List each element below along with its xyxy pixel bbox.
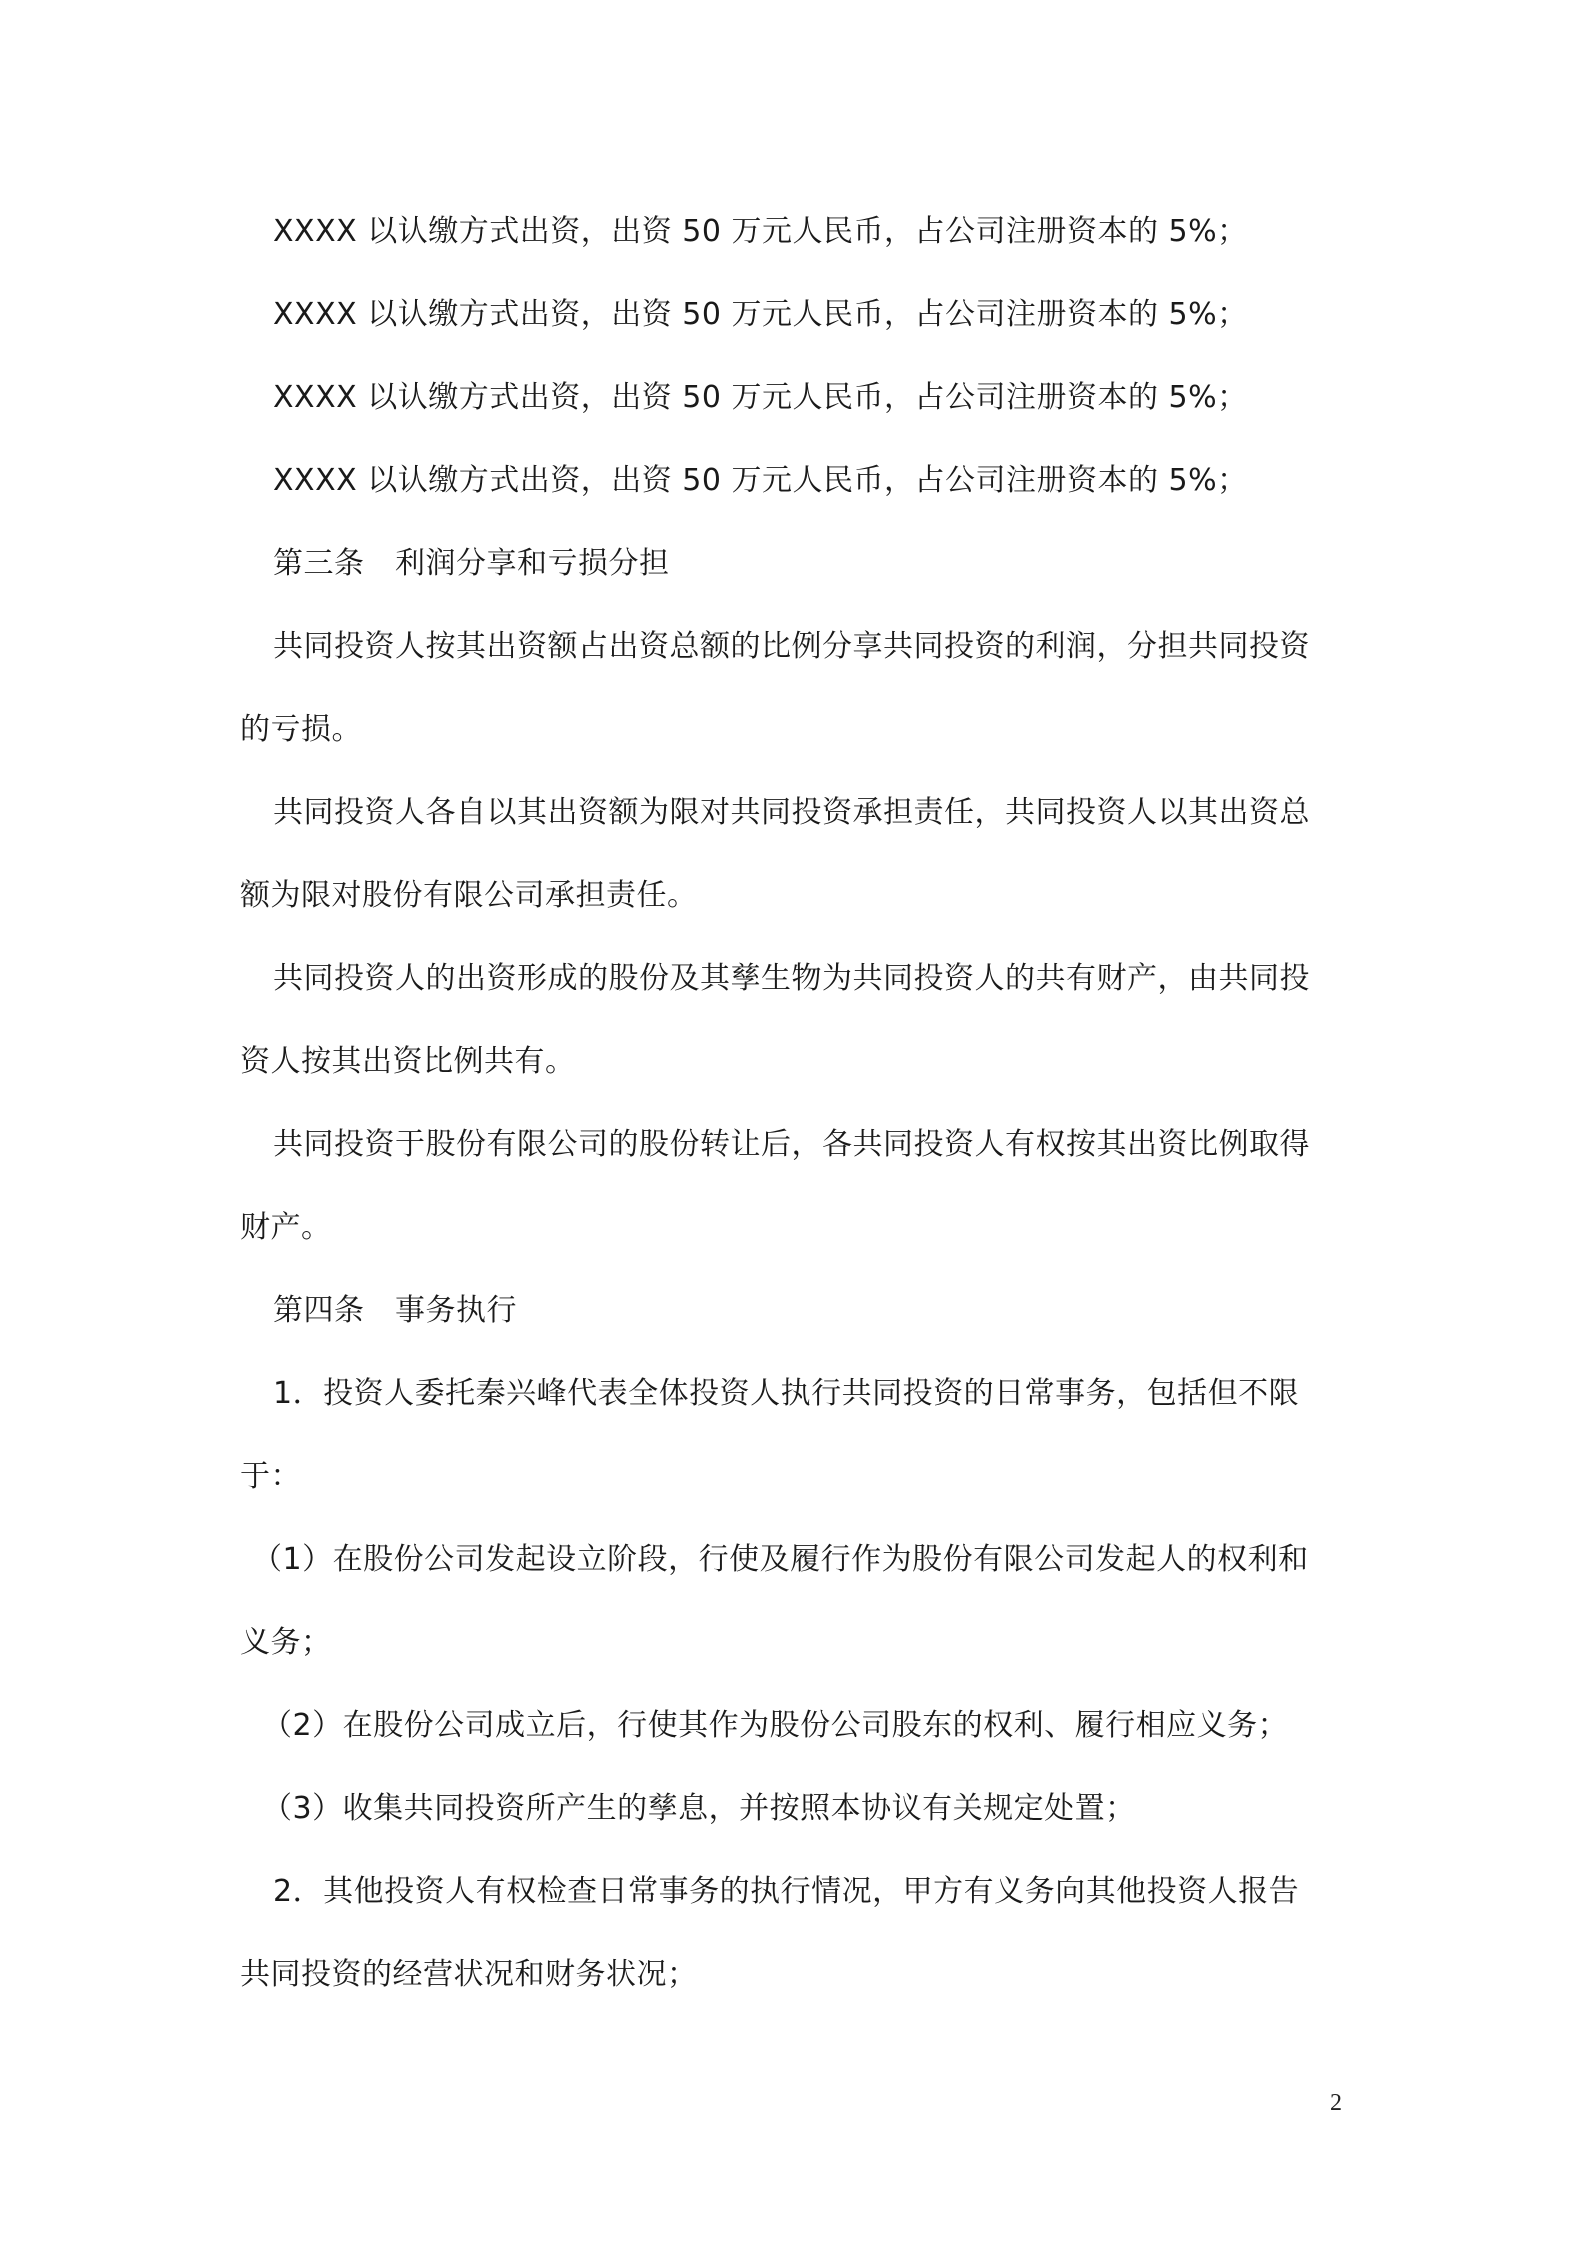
sub-item-line: （1）在股份公司发起设立阶段，行使及履行作为股份有限公司发起人的权利和 [252, 1542, 1309, 1577]
paragraph-line: 的亏损。 [240, 712, 362, 747]
sub-item-line: （2）在股份公司成立后，行使其作为股份公司股东的权利、履行相应义务； [262, 1708, 1289, 1743]
sub-item-line: （3）收集共同投资所产生的孳息，并按照本协议有关规定处置； [262, 1791, 1136, 1826]
page-number: 2 [1330, 2090, 1342, 2116]
sub-item-line: 义务； [240, 1625, 332, 1660]
contribution-line-4: XXXX 以认缴方式出资，出资 50 万元人民币，占公司注册资本的 5%； [273, 463, 1248, 498]
list-item-line: 共同投资的经营状况和财务状况； [240, 1957, 698, 1992]
contribution-line-2: XXXX 以认缴方式出资，出资 50 万元人民币，占公司注册资本的 5%； [273, 297, 1248, 332]
paragraph-line: 共同投资人各自以其出资额为限对共同投资承担责任，共同投资人以其出资总 [273, 795, 1310, 830]
paragraph-line: 额为限对股份有限公司承担责任。 [240, 878, 698, 913]
paragraph-line: 共同投资人按其出资额占出资总额的比例分享共同投资的利润，分担共同投资 [273, 629, 1310, 664]
list-item-line: 2．其他投资人有权检查日常事务的执行情况，甲方有义务向其他投资人报告 [273, 1874, 1300, 1909]
paragraph-line: 资人按其出资比例共有。 [240, 1044, 576, 1079]
paragraph-line: 财产。 [240, 1210, 332, 1245]
article-4-heading: 第四条 事务执行 [273, 1293, 517, 1328]
paragraph-line: 共同投资人的出资形成的股份及其孳生物为共同投资人的共有财产，由共同投 [273, 961, 1310, 996]
contribution-line-1: XXXX 以认缴方式出资，出资 50 万元人民币，占公司注册资本的 5%； [273, 214, 1248, 249]
list-item-line: 1．投资人委托秦兴峰代表全体投资人执行共同投资的日常事务，包括但不限 [273, 1376, 1300, 1411]
contribution-line-3: XXXX 以认缴方式出资，出资 50 万元人民币，占公司注册资本的 5%； [273, 380, 1248, 415]
paragraph-line: 共同投资于股份有限公司的股份转让后，各共同投资人有权按其出资比例取得 [273, 1127, 1310, 1162]
article-3-heading: 第三条 利润分享和亏损分担 [273, 546, 670, 581]
list-item-line: 于： [240, 1459, 301, 1494]
